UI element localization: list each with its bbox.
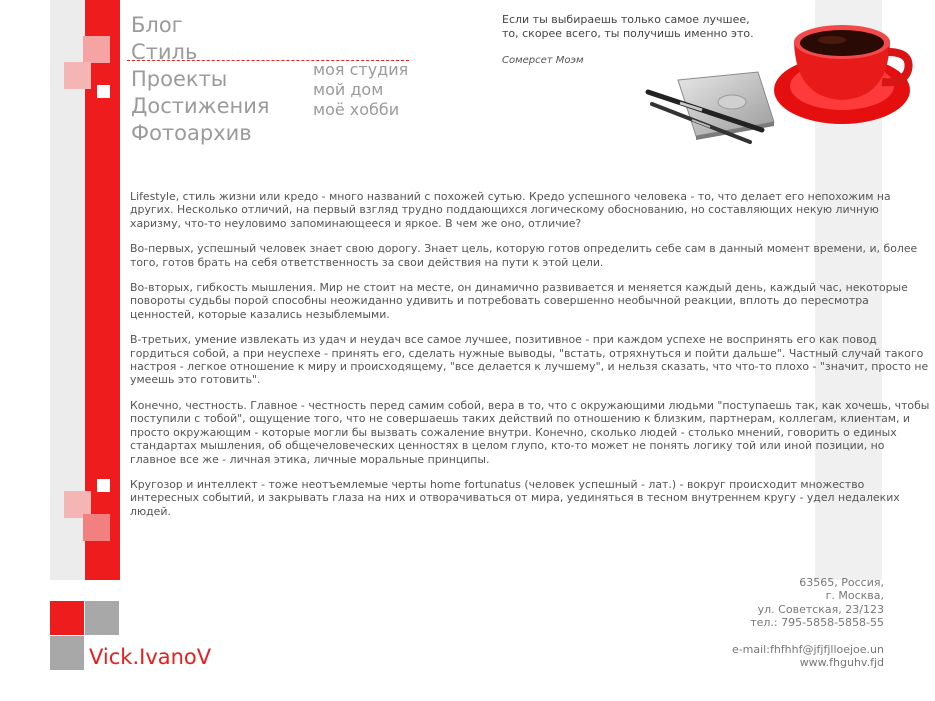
- address-phone: тел.: 795-5858-5858-55: [750, 616, 884, 630]
- article-paragraph: Конечно, честность. Главное - честность перед самим собой, вера в то, что с окружающими людьми "поступаешь так, как хочешь, чтобы поступили с тобой", ощущение того, что не совершаешь таких действий по отношению к близким, партнерам, коллегам, клиентам, и просто окружающим - которые могли бы вызвать сожаление внутри. Конечно, сколько людей - столько мнений, говорить о единых стандартах мышления, об общечеловеческих ценностях в целом глупо, кто-то может не понять логику той или иной позиции, но главное все же - личная этика, личные моральные принципы.: [130, 398, 930, 466]
- article: [130, 190, 932, 530]
- website-link[interactable]: www.fhguhv.fjd: [799, 656, 884, 670]
- nav-item-projects[interactable]: Проекты: [131, 67, 228, 91]
- quote-line-2: то, скорее всего, ты получишь именно это.: [502, 27, 754, 40]
- sub-nav-item-home[interactable]: мой дом: [313, 80, 384, 99]
- coffee-cup-illustration: [772, 12, 917, 127]
- sub-nav-item-studio[interactable]: моя студия: [313, 60, 409, 79]
- quote-author: Сомерсет Моэм: [502, 55, 584, 66]
- sub-nav: [313, 60, 408, 120]
- nav-item-achievements[interactable]: Достижения: [131, 94, 270, 118]
- address-city: г. Москва,: [825, 589, 884, 603]
- article-paragraph: Lifestyle, стиль жизни или кредо - много названий с похожей сутью. Кредо успешного человека - то, что делает его непохожим на других. Несколько отличий, на первый взгляд трудно поддающихся логическому обоснованию, но составляющих некую личную харизму, что-то неуловимо запоминающееся и яркое. В чем же оно, отличие?: [130, 190, 891, 230]
- email-link[interactable]: e-mail:fhfhhf@jfjfjlloejoe.un: [731, 642, 884, 656]
- article-paragraph: Кругозор и интеллект - тоже неотъемлемые черты home fortunatus (человек успешный - лат.) - вокруг происходит множество интересных событий, и закрывать глаза на них и отворачиваться от мира, уединяться в тесном внутреннем кругу - удел недалеких людей.: [130, 477, 900, 518]
- address-street: ул. Советская, 23/123: [757, 602, 884, 616]
- article-paragraph: Во-первых, успешный человек знает свою дорогу. Знает цель, которую готов определить себе сам в данный момент времени, и, более того, готов брать на себя ответственность за свои действия на пути к этой цели.: [130, 242, 918, 269]
- main-nav: [131, 12, 270, 147]
- nav-item-photo-archive[interactable]: Фотоархив: [131, 121, 252, 145]
- nav-item-blog[interactable]: Блог: [131, 13, 183, 37]
- pen-notebook-illustration: [640, 70, 780, 150]
- article-paragraph: В-третьих, умение извлекать из удач и неудач все самое лучшее, позитивное - при каждом успехе не воспринять его как повод гордиться собой, а при неуспехе - принять его, сделать нужные выводы, "встать, отряхнуться и пойти дальше". Частный случай такого настроя - легкое отношение к миру и происходящему, "все делается к лучшему", и нельзя сказать, что что-то плохо - "значит, просто не умеешь это готовить".: [130, 333, 929, 387]
- quote: [502, 13, 802, 41]
- address-postal: 63565, Россия,: [799, 576, 884, 589]
- article-paragraph: Во-вторых, гибкость мышления. Мир не стоит на месте, он динамично развивается и меняется каждый день, каждый час, некоторые повороты судьбы порой способны неожиданно удивить и потребовать совершенно необычной реакции, вплоть до пересмотра ценностей, которые казались незыблемыми.: [130, 281, 908, 321]
- brand-name: Vick.IvanoV: [89, 645, 212, 669]
- quote-line-1: Если ты выбираешь только самое лучшее,: [502, 13, 750, 26]
- contact-address: [732, 576, 884, 669]
- sub-nav-item-hobby[interactable]: моё хобби: [313, 100, 400, 119]
- nav-item-style[interactable]: Стиль: [131, 40, 198, 64]
